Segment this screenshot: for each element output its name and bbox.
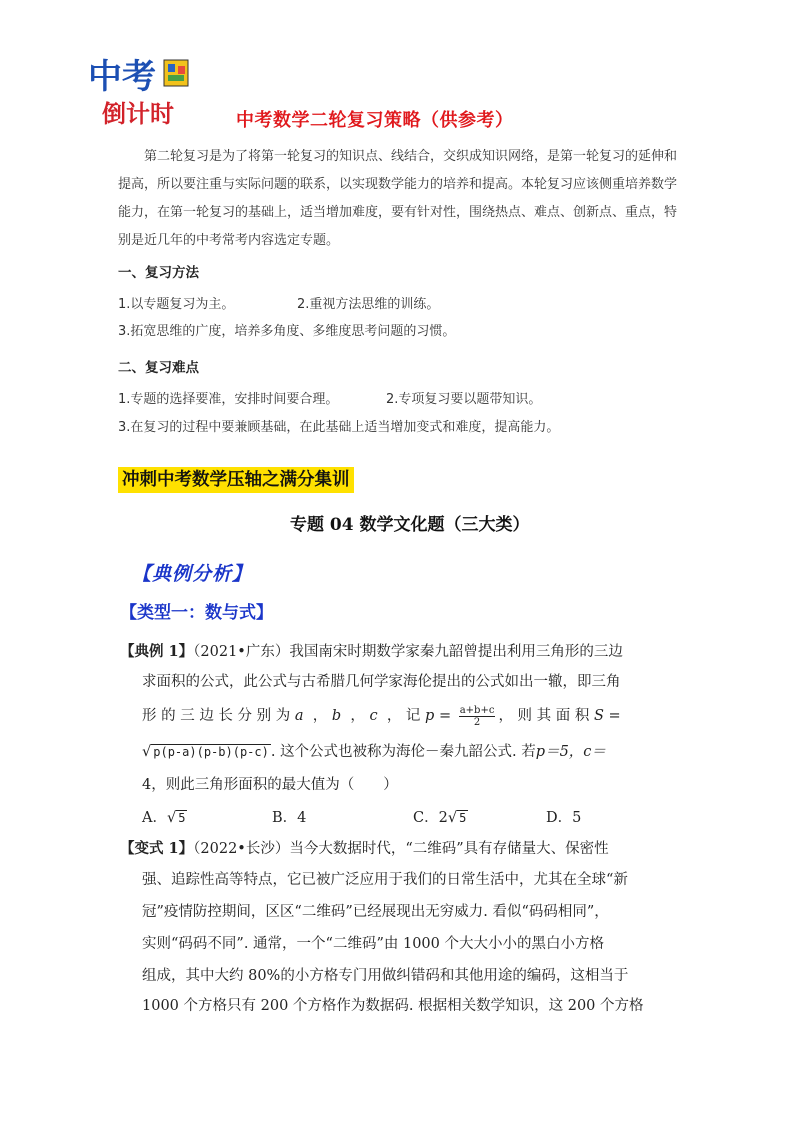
variant1-line2: 强、追踪性高等特点，它已被广泛应用于我们的日常生活中，尤其在全球“新 — [142, 872, 628, 888]
example1-line3: 形 的 三 边 长 分 别 为 a ， b ， c ， 记 p = $\frac{a+b+c}{2}$ ， 则 其 面 积 S = — [142, 704, 621, 728]
example1-line4 — [142, 740, 606, 761]
option-c-value: 5 — [459, 811, 467, 825]
var-b: b — [331, 708, 342, 724]
logo-text-top: 中考 — [88, 57, 156, 97]
section2-item2: 2.专项复习要以题带知识。 — [386, 392, 542, 407]
strategy-title: 中考数学二轮复习策略（供参考） — [236, 110, 514, 131]
example1-text3a: 形 的 三 边 长 分 别 为 — [142, 708, 295, 724]
variant1-line3: 冠”疫情防控期间，区区“二维码”已经展现出无穷威力. 看似“码码相同”， — [142, 904, 609, 920]
sqrt-expression: p(p-a)(p-b)(p-c) — [153, 745, 269, 759]
var-p: p — [425, 708, 435, 724]
example1-text3d: = — [603, 708, 621, 724]
logo — [86, 52, 216, 130]
equals-sign: = — [434, 708, 456, 724]
example1-text1: （2021•广东）我国南宋时期数学家秦九韶曾提出利用三角形的三边 — [193, 644, 623, 660]
option-d: D．5 — [546, 810, 582, 826]
example1-line1 — [120, 640, 623, 661]
example1-tag: 【典例 1】 — [120, 643, 194, 660]
analysis-label: 【典例分析】 — [132, 563, 253, 585]
section1-heading: 一、复习方法 — [118, 265, 199, 281]
var-S: S — [594, 708, 604, 724]
fraction — [459, 705, 496, 728]
variant1-line1 — [120, 837, 609, 858]
option-a-value: 5 — [178, 811, 186, 825]
variant1-line5: 组成，其中大约 80%的小方格专门用做纠错码和其他用途的编码，这相当于 — [142, 968, 629, 984]
banner-title: 冲刺中考数学压轴之满分集训 — [118, 467, 354, 493]
p-value: p＝5， — [535, 744, 584, 760]
section2-item3: 3.在复习的过程中要兼顾基础，在此基础上适当增加变式和难度，提高能力。 — [118, 420, 560, 435]
section1-item3: 3.拓宽思维的广度，培养多角度、多维度思考问题的习惯。 — [118, 324, 456, 339]
section1-item2: 2.重视方法思维的训练。 — [297, 297, 440, 312]
example1-line5: 4，则此三角形面积的最大值为（ ） — [142, 777, 398, 793]
variant1-line6: 1000 个方格只有 200 个方格作为数据码. 根据相关数学知识，这 200 个方格 — [142, 998, 644, 1014]
sqrt-symbol: √ — [142, 744, 152, 760]
variant1-tag: 【变式 1】 — [120, 840, 194, 857]
variant1-line4: 实则“码码不同”. 通常，一个“二维码”由 1000 个大大小小的黑白小方格 — [142, 936, 604, 952]
example1-line2: 求面积的公式，此公式与古希腊几何学家海伦提出的公式如出一辙，即三角 — [142, 674, 621, 690]
section2-item1: 1.专题的选择要准，安排时间要合理。 — [118, 392, 339, 407]
example1-text4: . 这个公式也被称为海伦－秦九韶公式. 若 — [270, 744, 536, 760]
var-c: c — [369, 708, 378, 724]
var-a: a — [294, 708, 304, 724]
c-value: c＝ — [583, 744, 606, 760]
option-c-label: C．2 — [413, 810, 448, 826]
option-c: C．2√ 5 — [413, 810, 467, 826]
option-b: B．4 — [272, 810, 307, 826]
example1-text3c: ， 则 其 面 积 — [498, 708, 594, 724]
variant1-text1: （2022•长沙）当今大数据时代，“二维码”具有存储量大、保密性 — [193, 841, 609, 857]
section1-item1: 1.以专题复习为主。 — [118, 297, 235, 312]
type1-label: 【类型一：数与式】 — [120, 603, 273, 623]
example1-text3b: ， 记 — [386, 708, 426, 724]
intro-paragraph: 第二轮复习是为了将第一轮复习的知识点、线结合，交织成知识网络，是第一轮复习的延伸和提高，所以要注重与实际问题的联系，以实现数学能力的培养和提高。本轮复习应该侧重培养数学能力，在第一轮复习的基础上，适当增加难度，要有针对性，围绕热点、难点、创新点、重点，特别是近几年的中考常考内容选定专题。 — [118, 149, 678, 248]
option-a: A．√ 5 — [142, 810, 186, 826]
fraction-denominator: 2 — [473, 716, 481, 728]
logo-text-bottom: 倒计时 — [102, 100, 174, 128]
topic-title: 专题 04 数学文化题（三大类） — [290, 515, 530, 535]
logo-graphic — [86, 52, 216, 130]
section2-heading: 二、复习难点 — [118, 360, 199, 376]
option-a-label: A． — [142, 810, 167, 826]
fraction-numerator: a+b+c — [459, 704, 495, 716]
